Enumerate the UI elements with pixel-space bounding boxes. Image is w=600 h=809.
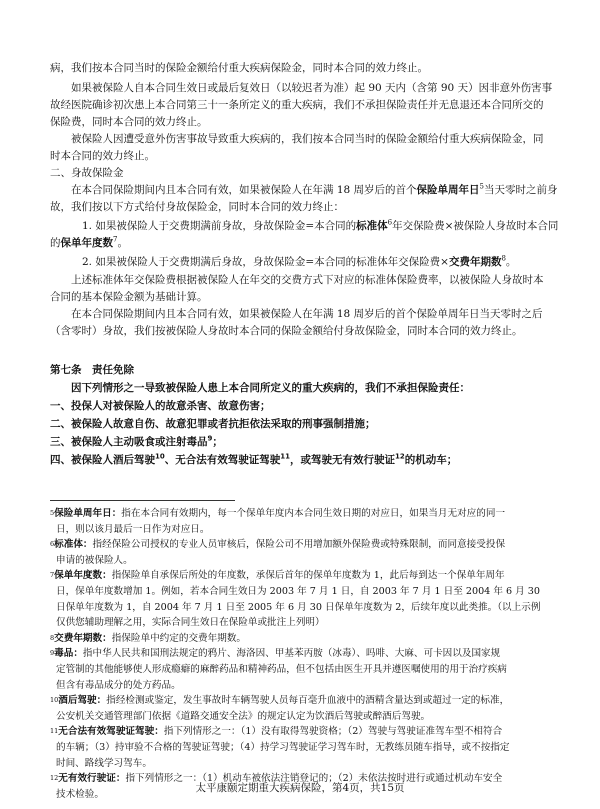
footnote-number: 11 <box>50 727 59 736</box>
body-line <box>50 148 560 165</box>
body-line <box>50 380 581 397</box>
footnote-number: 8 <box>50 633 55 642</box>
footnote-continuation <box>50 600 560 615</box>
footnote-number: 7 <box>50 571 55 580</box>
footnote-text: 时间、路线学习驾车。 <box>56 757 152 769</box>
text: 一、投保人对被保险人的故意杀害、故意伤害； <box>50 400 271 412</box>
text: 1. 如果被保险人于交费期满前身故，身故保险金=本合同的 <box>82 220 357 232</box>
footnote-continuation <box>50 522 560 537</box>
text: 年交保险费×被保险人身故时本合同 <box>392 220 559 232</box>
term-no-valid-registration: 无有效行驶证 <box>332 454 395 466</box>
text: ，或驾驶 <box>290 454 332 466</box>
footnote-text: 技术检验。 <box>56 788 104 800</box>
text: 四、被保险人 <box>50 454 113 466</box>
text: 在本合同保险期间内且本合同有效，如果被保险人在年满 18 周岁后的首个 <box>71 184 417 196</box>
footnote-number: 6 <box>50 540 55 549</box>
text: 如果被保险人自本合同生效日或最后复效日（以较迟者为准）起 90 天内（含第 90 天）因非意外伤害事 <box>71 82 553 94</box>
footnote-text: 的车辆；（3）持审验不合格的驾驶证驾驶；（4）持学习驾驶证学习驾车时，无教练员随车指导，或不按指定 <box>56 742 510 753</box>
footnote-continuation <box>50 756 560 771</box>
footnote-10 <box>50 693 560 708</box>
footnote-term: 无合法有效驾驶证驾驶： <box>58 726 164 738</box>
footnote-term: 无有效行驶证： <box>58 773 126 785</box>
text: 时本合同的效力终止。 <box>50 150 155 162</box>
footnote-continuation <box>50 662 560 677</box>
body-line <box>50 97 560 114</box>
term-policy-years: 保单年度数 <box>60 237 113 249</box>
footnote-text: 指经保险公司授权的专业人员审核后，保险公司不用增加额外保险费或特殊限制，而同意接受投保 <box>92 539 506 551</box>
footnote-7 <box>50 568 560 583</box>
footnote-divider <box>50 500 235 501</box>
text: （含零时）身故，我们按被保险人身故时本合同的保险金额给付身故保险金，同时本合同的效力终止。 <box>50 325 523 337</box>
footnote-text: 公安机关交通管理部门依据《道路交通安全法》的规定认定为饮酒后驾驶或醉酒后驾驶。 <box>56 710 431 722</box>
exclusion-item <box>50 398 560 415</box>
exclusion-item <box>50 452 560 469</box>
footnote-text: 日保单年度数为 1，自 2004 年 7 月 1 日至 2005 年 6 月 30 日保单年度数为 2，后续年度以此类推。（以上示例 <box>56 601 541 613</box>
text: 病，我们按本合同当时的保险金额给付重大疾病保险金，同时本合同的效力终止。 <box>50 62 428 74</box>
text: 的机动车； <box>404 454 458 466</box>
footnote-text: 指下列情形之一：（1）没有取得驾驶资格；（2）驾驶与驾驶证准驾车型不相符合 <box>163 726 503 738</box>
footnote-text: 日，则以该月最后一日作为对应日。 <box>56 523 210 535</box>
text: 在本合同保险期间内且本合同有效，如果被保险人在年满 18 周岁后的首个保险单周年日当天零时之后 <box>71 308 543 320</box>
footnote-text: 定管制的其他能够使人形成瘾癖的麻醉药品和精神药品，但不包括由医生开具并遵医嘱使用的用于治疗疾病 <box>56 664 507 675</box>
footnote-text: 仅供您辅助理解之用，实际合同生效日在保险单或批注上列明） <box>56 617 325 629</box>
term-drugs: 毒品 <box>186 436 208 448</box>
text: 保险费，同时本合同的效力终止。 <box>50 116 208 128</box>
text: 。 <box>505 256 517 268</box>
text: 。 <box>117 237 128 249</box>
body-line <box>50 306 581 323</box>
text: 上述标准体年交保险费根据被保险人在年交的交费方式下对应的标准体保险费率，以被保险人身故时本 <box>71 274 544 286</box>
footnote-text: 指经检测或鉴定，发生事故时车辆驾驶人员每百毫升血液中的酒精含量达到或超过一定的标准， <box>106 695 510 707</box>
article-title <box>50 362 560 379</box>
term-payment-years: 交费年期数 <box>448 256 502 268</box>
body-line <box>50 131 581 148</box>
footnote-term: 交费年期数： <box>54 632 112 644</box>
footnote-continuation <box>50 553 560 568</box>
footnote-5 <box>50 506 560 521</box>
body-line <box>50 323 560 340</box>
footnote-continuation <box>50 740 560 755</box>
footnote-continuation <box>50 709 560 724</box>
text: 第七条 责任免除 <box>50 364 134 376</box>
footnote-ref: 8 <box>501 254 506 263</box>
footnote-term: 标准体： <box>54 539 93 551</box>
text: 合同的基本保险金额为基础计算。 <box>50 291 208 303</box>
term-policy-anniversary: 保险单周年日 <box>416 184 480 196</box>
exclusion-item <box>50 434 560 451</box>
body-line <box>50 199 560 216</box>
footnote-ref: 10 <box>155 452 165 461</box>
footnote-term: 保险单周年日： <box>54 508 122 519</box>
body-line <box>50 289 560 306</box>
body-line <box>50 235 560 252</box>
text: ； <box>212 436 223 448</box>
term-standard-body: 标准体 <box>356 220 388 232</box>
text: 二、身故保险金 <box>50 167 124 179</box>
body-line <box>50 182 581 199</box>
footnote-11 <box>50 724 560 739</box>
section-heading <box>50 165 560 182</box>
text: 因下列情形之一导致被保险人患上本合同所定义的重大疾病的，我们不承担保险责任： <box>71 382 470 394</box>
body-line <box>50 114 560 131</box>
footnote-ref: 9 <box>207 434 213 443</box>
body-line <box>50 80 581 97</box>
footnote-number: 9 <box>50 649 55 658</box>
footnote-text: 日，保单年度数增加 1。例如，若本合同生效日为 2003 年 7 月 1 日，自 2003 年 7 月 1 日至 2004 年 6 月 30 <box>56 586 540 597</box>
footnote-text: 指下列情形之一：（1）机动车被依法注销登记的；（2）未依法按时进行或通过机动车安全 <box>125 773 503 785</box>
term-unlicensed-driving: 、无合法有效驾驶证驾驶 <box>164 454 281 466</box>
footnote-ref: 7 <box>113 235 118 244</box>
footnote-number: 5 <box>50 509 55 517</box>
footnote-term: 毒品： <box>54 648 83 660</box>
body-line <box>50 272 581 289</box>
footnote-6 <box>50 537 560 552</box>
footnote-text: 但含有毒品成分的处方药品。 <box>56 679 181 691</box>
footnote-number: 10 <box>50 696 59 705</box>
footnote-text: 指保险单自承保后所处的年度数，承保后首年的保单年度数为 1，此后每到达一个保单年周年 <box>111 570 505 582</box>
page-footer: 太平康颐定期重大疾病保险，第4页，共15页 <box>195 782 405 794</box>
footnote-8 <box>50 631 560 646</box>
footnote-ref: 6 <box>387 218 393 227</box>
footnote-number: 12 <box>50 774 59 783</box>
footnote-continuation <box>50 678 560 693</box>
text: 故，我们按以下方式给付身故保险金，同时本合同的效力终止： <box>50 201 344 213</box>
text: 当天零时之前身 <box>484 184 558 196</box>
footnote-continuation <box>50 615 560 630</box>
text: 2. 如果被保险人于交费期满后身故，身故保险金=本合同的标准体年交保险费× <box>82 256 449 268</box>
text: 被保险人因遭受意外伤害事故导致重大疾病的，我们按本合同当时的保险金额给付重大疾病保险金，同 <box>71 133 544 145</box>
body-line <box>50 254 592 271</box>
term-drunk-driving: 酒后驾驶 <box>113 454 155 466</box>
footnote-text: 指在本合同有效期内，每一个保单年度内本合同生效日期的对应日，如果当月无对应的同一 <box>121 508 506 519</box>
body-line <box>50 218 592 235</box>
footnote-9 <box>50 646 560 661</box>
footnote-ref: 5 <box>479 182 485 191</box>
footnote-text: 指保险单中约定的交费年期数。 <box>111 632 247 644</box>
footnote-term: 酒后驾驶： <box>58 695 107 707</box>
body-line <box>50 60 560 77</box>
footnote-term: 保单年度数： <box>54 570 112 582</box>
text: 三、被保险人主动吸食或注射 <box>50 436 187 448</box>
footnote-continuation <box>50 584 560 599</box>
footnote-text: 申请的被保险人。 <box>56 554 133 566</box>
exclusion-item <box>50 416 560 433</box>
text: 的 <box>50 237 61 249</box>
footnote-text: 指中华人民共和国刑法规定的鸦片、海洛因、甲基苯丙胺（冰毒）、吗啡、大麻、可卡因以及国家规 <box>82 648 501 660</box>
text: 故经医院确诊初次患上本合同第三十一条所定义的重大疾病，我们不承担保险责任并无息退还本合同所交的 <box>50 99 544 111</box>
text: 二、被保险人故意自伤、故意犯罪或者抗拒依法采取的刑事强制措施； <box>50 418 376 430</box>
footnote-ref: 11 <box>280 452 290 461</box>
footnote-ref: 12 <box>395 452 405 461</box>
